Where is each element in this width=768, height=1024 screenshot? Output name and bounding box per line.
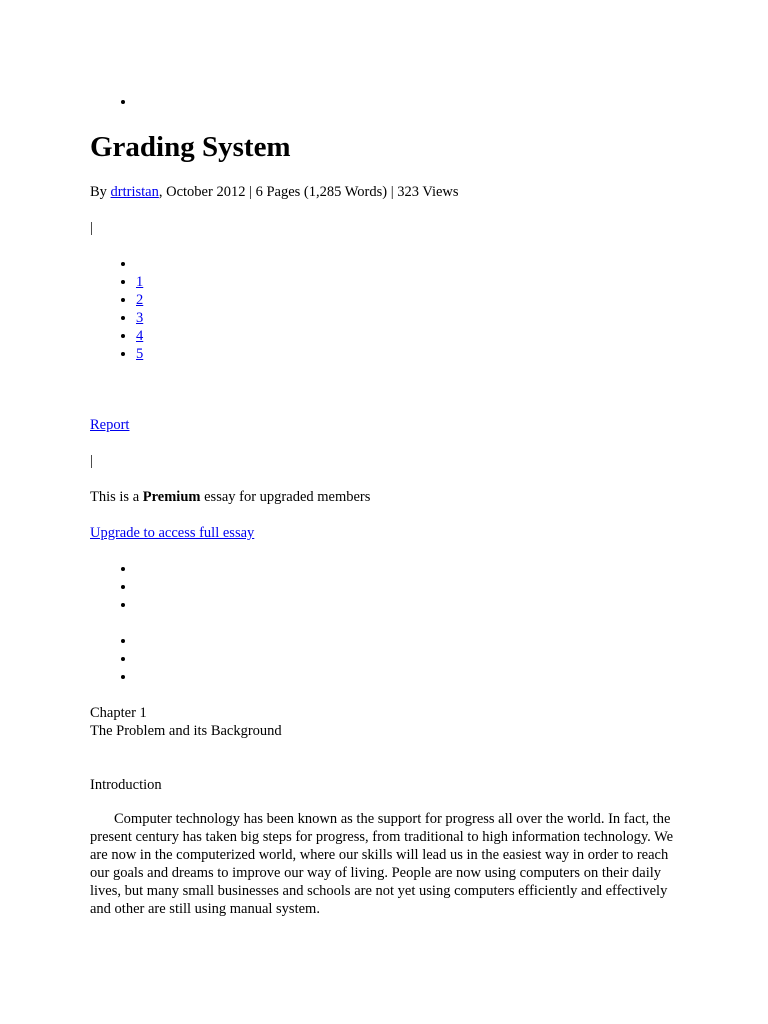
page-link-1[interactable]: 1 [136,274,144,290]
upgrade-link[interactable]: Upgrade to access full essay [90,525,255,541]
list-item [136,327,143,345]
section-heading: Introduction [90,777,162,793]
top-bullet-list [90,93,136,111]
page-link-5[interactable]: 5 [136,346,144,362]
page-title: Grading System [90,131,291,163]
premium-suffix: essay for upgraded members [200,489,371,505]
byline-meta: , October 2012 | 6 Pages (1,285 Words) | 323 Views [158,184,459,200]
list-item [136,255,143,273]
chapter-number: Chapter 1 [90,705,147,721]
page-link-4[interactable]: 4 [136,328,144,344]
empty-bullet-list [90,632,136,686]
list-item [136,273,143,291]
page-link-3[interactable]: 3 [136,310,144,326]
author-link[interactable]: drtristan [110,184,159,200]
chapter-subtitle: The Problem and its Background [90,723,282,739]
byline-prefix: By [90,184,111,200]
report-link[interactable]: Report [90,417,130,433]
separator: | [90,453,93,469]
report-row [90,416,129,434]
paragraph-text: Computer technology has been known as the support for progress all over the world. In fact, the present century has taken big steps for progress, from traditional to high information technology. We are now in the computerized world, where our skills will lead us in the easiest way in order to reach our goals and dreams to improve our way of living. People are now using computers on their daily lives, but many small businesses and schools are not yet using computers efficiently and effectively and other are still using manual system. [90,811,674,917]
list-item [136,291,143,309]
list-item [136,309,143,327]
empty-bullet-list [90,560,136,614]
list-item [136,345,143,363]
upgrade-row [90,524,254,542]
premium-label: Premium [142,489,201,505]
premium-prefix: This is a [90,489,143,505]
body-paragraph [90,810,680,918]
separator: | [90,220,93,236]
byline [90,183,459,201]
pagination-list [90,255,143,363]
page-link-2[interactable]: 2 [136,292,144,308]
premium-notice [90,488,370,506]
